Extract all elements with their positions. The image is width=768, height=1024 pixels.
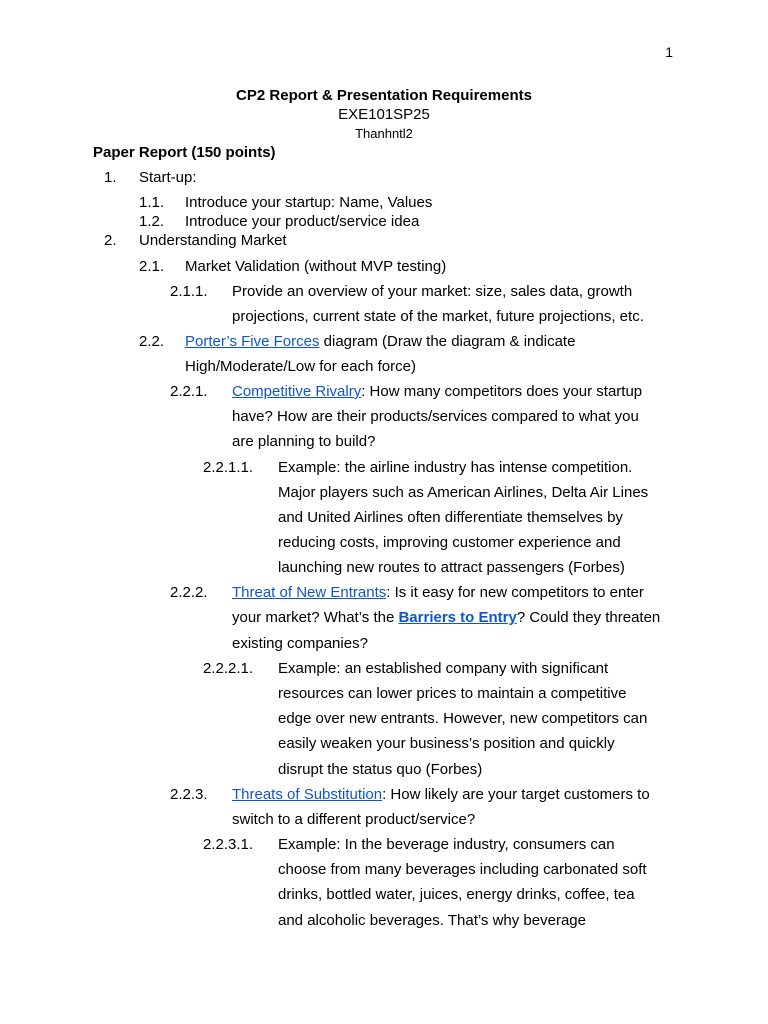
text-run: : How many competitors does your startup	[361, 383, 643, 400]
porters-five-forces-link[interactable]: Porter’s Five Forces	[185, 333, 320, 350]
list-number: 2.2.3.1.	[203, 836, 254, 853]
list-item-text: Major players such as American Airlines, Delta Air Lines	[278, 484, 649, 501]
list-item-text: launching new routes to attract passengers (Forbes)	[278, 559, 625, 576]
list-item-text: are planning to build?	[232, 433, 376, 450]
list-item-text: existing companies?	[232, 635, 368, 652]
list-item-text: have? How are their products/services compared to what you	[232, 408, 639, 425]
list-item-text: Introduce your startup: Name, Values	[185, 194, 433, 211]
list-number: 2.2.	[139, 333, 165, 350]
list-item-text: drinks, bottled water, juices, energy drinks, coffee, tea	[278, 886, 635, 903]
list-item-text: Understanding Market	[139, 232, 287, 249]
list-number: 2.1.	[139, 258, 165, 275]
list-item-text: Example: In the beverage industry, consumers can	[278, 836, 615, 853]
list-item-text	[232, 609, 660, 627]
list-number: 2.2.2.	[170, 584, 208, 601]
competitive-rivalry-link[interactable]: Competitive Rivalry	[232, 383, 362, 400]
list-item-text: Introduce your product/service idea	[185, 213, 420, 230]
list-item-text	[185, 333, 575, 351]
barriers-to-entry-link[interactable]: Barriers to Entry	[398, 609, 517, 626]
list-number: 1.1.	[139, 194, 165, 211]
list-item-text: and alcoholic beverages. That’s why beverage	[278, 912, 586, 929]
list-number: 2.	[104, 232, 117, 249]
list-number: 2.1.1.	[170, 283, 208, 300]
text-run: your market? What’s the	[232, 609, 399, 626]
list-item-text: easily weaken your business’s position and quickly	[278, 735, 615, 752]
text-run: diagram (Draw the diagram & indicate	[319, 333, 576, 350]
list-item-text	[232, 383, 642, 401]
list-number: 2.2.1.1.	[203, 459, 254, 476]
text-run: : How likely are your target customers to	[382, 786, 650, 803]
list-number: 1.2.	[139, 213, 165, 230]
list-number: 2.2.1.	[170, 383, 208, 400]
threats-of-substitution-link[interactable]: Threats of Substitution	[232, 786, 383, 803]
list-item-text: choose from many beverages including carbonated soft	[278, 861, 647, 878]
list-item-text: resources can lower prices to maintain a competitive	[278, 685, 627, 702]
list-item-text: switch to a different product/service?	[232, 811, 476, 828]
list-item-text	[232, 584, 644, 602]
list-number: 1.	[104, 169, 117, 186]
text-run: : Is it easy for new competitors to enter	[386, 584, 644, 601]
list-item-text: Provide an overview of your market: size, sales data, growth	[232, 283, 633, 300]
list-item-text: disrupt the status quo (Forbes)	[278, 761, 483, 778]
list-item-text: Start-up:	[139, 169, 197, 186]
list-number: 2.2.3.	[170, 786, 208, 803]
author-name: Thanhntl2	[355, 126, 413, 141]
document-title: CP2 Report & Presentation Requirements	[236, 87, 532, 104]
list-item-text: edge over new entrants. However, new competitors can	[278, 710, 648, 727]
list-item-text: and United Airlines often differentiate themselves by	[278, 509, 623, 526]
section-heading: Paper Report (150 points)	[93, 144, 276, 161]
list-item-text: projections, current state of the market, future projections, etc.	[232, 308, 644, 325]
list-number: 2.2.2.1.	[203, 660, 254, 677]
text-run: ? Could they threaten	[516, 609, 661, 626]
list-item-text: Example: an established company with significant	[278, 660, 609, 677]
list-item-text: Market Validation (without MVP testing)	[185, 258, 447, 275]
list-item-text	[232, 786, 650, 804]
list-item-text: High/Moderate/Low for each force)	[185, 358, 416, 375]
course-code: EXE101SP25	[338, 106, 430, 123]
list-item-text: reducing costs, improving customer experience and	[278, 534, 621, 551]
list-item-text: Example: the airline industry has intense competition.	[278, 459, 633, 476]
page-number: 1	[665, 44, 673, 60]
threat-of-new-entrants-link[interactable]: Threat of New Entrants	[232, 584, 387, 601]
